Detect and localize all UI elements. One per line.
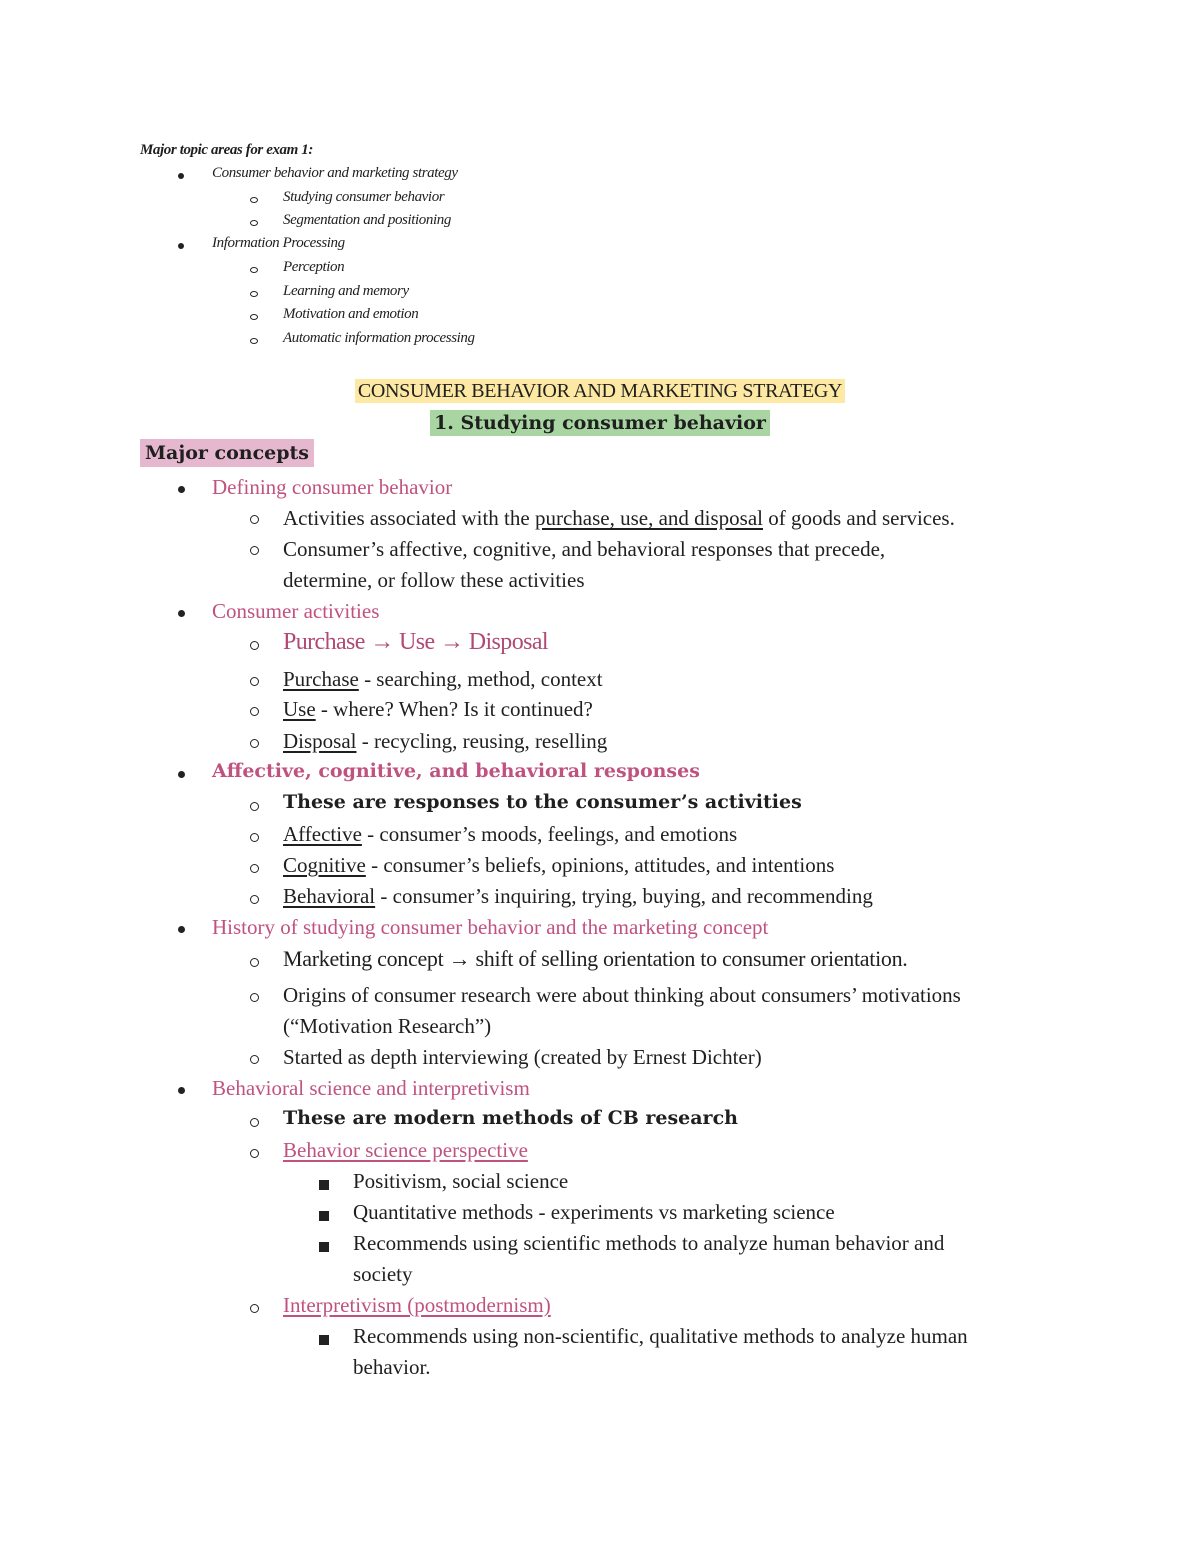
bullet-circle [250,314,258,320]
history-title: History of studying consumer behavior and the marketing concept [212,915,769,939]
history-item-3: Started as depth interviewing (created by Ernest Dichter) [283,1045,762,1069]
perspective-item-3: Recommends using scientific methods to analyze human behavior and [353,1231,945,1255]
outline-subitem: Motivation and emotion [283,306,419,322]
bullet-circle [250,1304,259,1313]
bullet-disc [178,610,185,617]
bullet-circle [250,515,259,524]
bullet-circle [250,677,259,686]
bullet-circle [250,267,258,273]
bullet-square [319,1211,329,1221]
outline-subitem: Studying consumer behavior [283,189,445,205]
activities-disposal: Disposal - recycling, reusing, reselling [283,729,608,753]
responses-note: These are responses to the consumer’s activities [283,791,802,813]
perspective-item-1: Positivism, social science [353,1169,569,1193]
bullet-circle [250,338,258,344]
responses-affective: Affective - consumer’s moods, feelings, and emotions [283,822,738,846]
defining-item-2-cont: determine, or follow these activities [283,568,585,592]
defining-title: Defining consumer behavior [212,475,453,499]
bullet-circle [250,895,259,904]
bullet-circle [250,993,259,1002]
history-item-2: Origins of consumer research were about thinking about consumers’ motivations [283,983,961,1007]
interpretivism-title: Interpretivism (postmodernism) [283,1293,551,1317]
interpretivism-item-1: Recommends using non-scientific, qualitative methods to analyze human [353,1324,968,1348]
bullet-circle [250,1118,259,1127]
defining-item-2: Consumer’s affective, cognitive, and behavioral responses that precede, [283,537,886,561]
perspective-item-2: Quantitative methods - experiments vs marketing science [353,1200,835,1224]
outline-subitem: Segmentation and positioning [283,212,451,228]
outline-title: Major topic areas for exam 1: [140,142,313,158]
concepts-heading: Major concepts [140,439,314,467]
defining-item-1: Activities associated with the purchase, use, and disposal of goods and services. [283,506,955,530]
section-heading: CONSUMER BEHAVIOR AND MARKETING STRATEGY [355,379,845,403]
bullet-circle [250,1055,259,1064]
bullet-disc [178,173,184,179]
outline-subitem: Learning and memory [283,283,409,299]
bullet-circle [250,864,259,873]
bullet-circle [250,1149,259,1158]
bullet-disc [178,771,185,778]
bullet-square [319,1180,329,1190]
bullet-square [319,1242,329,1252]
behavior-science-perspective: Behavior science perspective [283,1138,528,1162]
activities-purchase: Purchase - searching, method, context [283,667,603,691]
history-item-1: Marketing concept → shift of selling orientation to consumer orientation. [283,946,908,971]
outline-subitem: Automatic information processing [283,330,475,346]
activities-flow: Purchase → Use → Disposal [283,629,548,655]
bullet-square [319,1335,329,1345]
perspective-item-3-cont: society [353,1262,413,1286]
responses-title: Affective, cognitive, and behavioral responses [212,760,700,782]
bullet-disc [178,243,184,249]
subsection-heading: 1. Studying consumer behavior [430,410,770,436]
interpretivism-item-1-cont: behavior. [353,1355,431,1379]
behavioral-science-title: Behavioral science and interpretivism [212,1076,530,1100]
bullet-circle [250,546,259,555]
bullet-circle [250,197,258,203]
bullet-disc [178,486,185,493]
bullet-circle [250,833,259,842]
outline-subitem: Perception [283,259,345,275]
history-item-2-cont: (“Motivation Research”) [283,1014,492,1038]
behavioral-science-note: These are modern methods of CB research [283,1107,738,1129]
bullet-circle [250,958,259,967]
bullet-disc [178,926,185,933]
activities-title: Consumer activities [212,599,380,623]
outline-item: Information Processing [212,235,345,251]
bullet-circle [250,291,258,297]
bullet-circle [250,802,259,811]
bullet-disc [178,1087,185,1094]
bullet-circle [250,707,259,716]
activities-use: Use - where? When? Is it continued? [283,697,593,721]
responses-cognitive: Cognitive - consumer’s beliefs, opinions, attitudes, and intentions [283,853,835,877]
bullet-circle [250,220,258,226]
bullet-circle [250,641,259,650]
responses-behavioral: Behavioral - consumer’s inquiring, trying, buying, and recommending [283,884,873,908]
bullet-circle [250,739,259,748]
outline-item: Consumer behavior and marketing strategy [212,165,458,181]
